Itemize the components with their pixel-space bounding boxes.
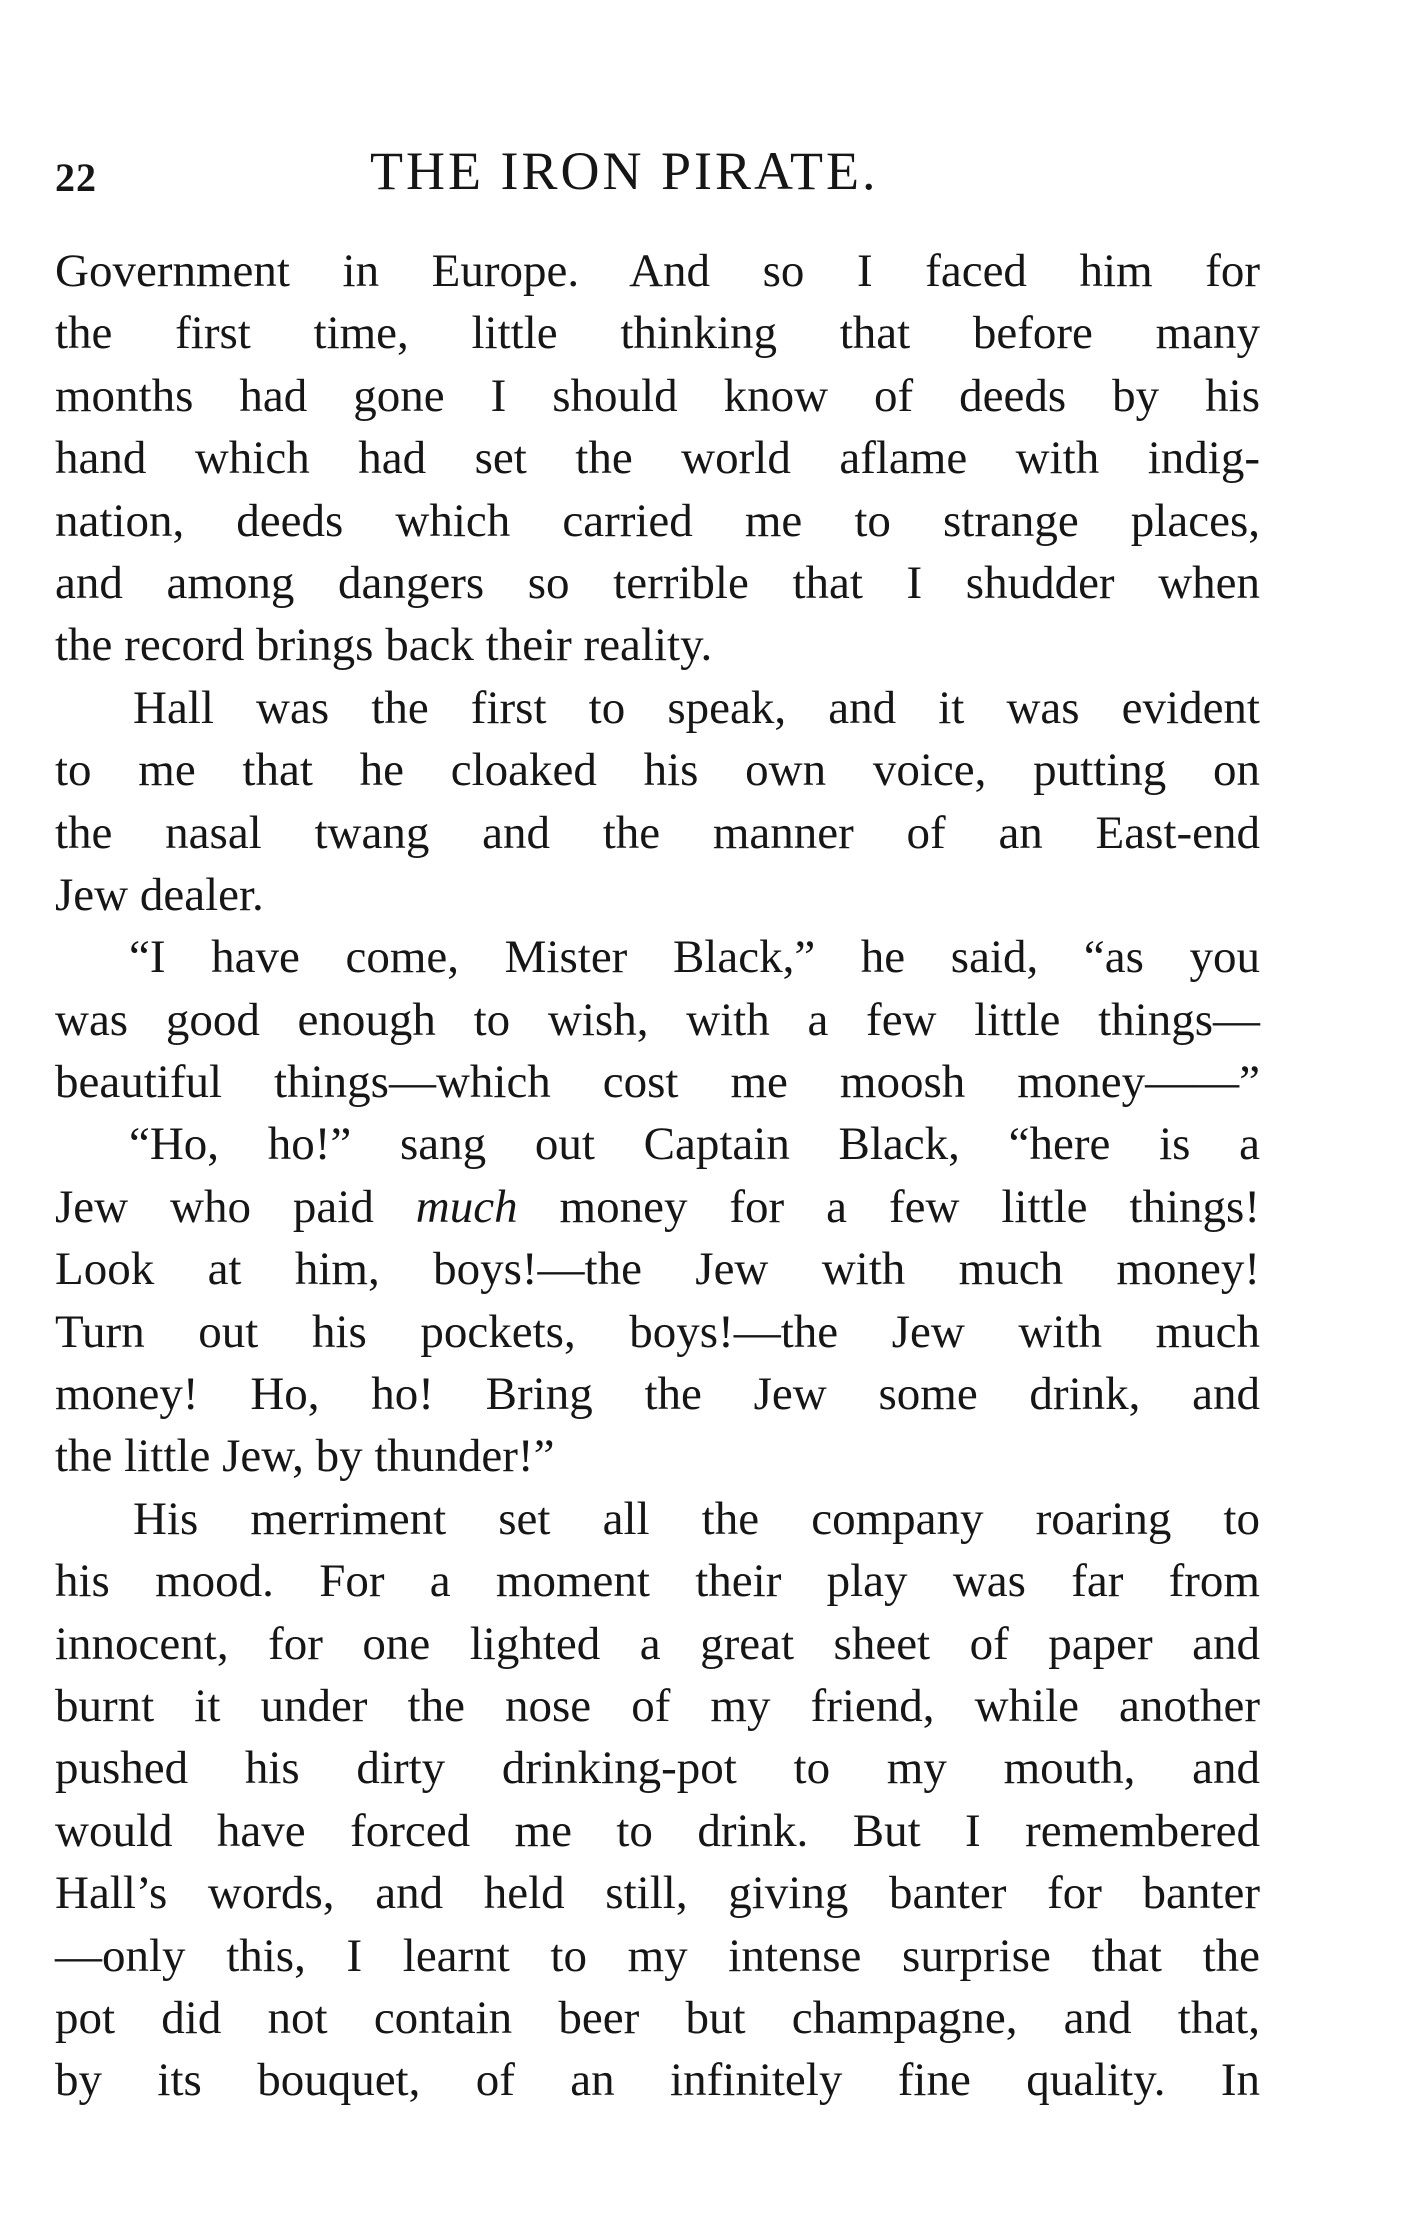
page-number: 22	[55, 155, 97, 200]
text-line: “Ho, ho!” sang out Captain Black, “here is a	[129, 1118, 1260, 1171]
text-line: would have forced me to drink. But I remembered	[55, 1804, 1260, 1857]
text-line: Look at him, boys!—the Jew with much money!	[55, 1243, 1260, 1296]
text-line: pushed his dirty drinking-pot to my mouth, and	[55, 1742, 1260, 1795]
text-line: burnt it under the nose of my friend, while another	[55, 1679, 1260, 1732]
text-line: nation, deeds which carried me to strange places,	[55, 494, 1260, 547]
text-line: beautiful things—which cost me moosh money——”	[55, 1056, 1260, 1109]
text-line: pot did not contain beer but champagne, and that,	[55, 1991, 1260, 2044]
text-line: to me that he cloaked his own voice, putting on	[55, 744, 1260, 797]
text-line: his mood. For a moment their play was far from	[55, 1555, 1260, 1608]
text-line: months had gone I should know of deeds by his	[55, 369, 1260, 422]
text-line: —only this, I learnt to my intense surprise that the	[55, 1929, 1260, 1982]
text-line: and among dangers so terrible that I shudder when	[55, 556, 1260, 609]
text-line: Hall’s words, and held still, giving banter for banter	[55, 1867, 1260, 1920]
text-line: the little Jew, by thunder!”	[55, 1430, 555, 1483]
text-line: Turn out his pockets, boys!—the Jew with much	[55, 1305, 1260, 1358]
text-line: His merriment set all the company roaring to	[133, 1492, 1260, 1545]
text-line: Government in Europe. And so I faced him for	[55, 245, 1260, 297]
text-line: the record brings back their reality.	[55, 619, 713, 672]
text-line: by its bouquet, of an infinitely fine quality. In	[55, 2054, 1260, 2107]
text-line: hand which had set the world aflame with indig-	[55, 432, 1260, 485]
text-line: “I have come, Mister Black,” he said, “as you	[129, 931, 1260, 984]
body-text	[55, 240, 1260, 2112]
text-line: innocent, for one lighted a great sheet of paper and	[55, 1617, 1260, 1670]
text-line: Hall was the first to speak, and it was evident	[133, 681, 1260, 734]
text-line: was good enough to wish, with a few little things—	[55, 993, 1260, 1046]
running-head: THE IRON PIRATE.	[370, 141, 879, 201]
text-line: the first time, little thinking that before many	[55, 307, 1260, 360]
page-header	[55, 140, 1260, 200]
text-line: the nasal twang and the manner of an East-end	[55, 806, 1260, 859]
text-line: Jew who paid much money for a few little things!	[55, 1180, 1260, 1233]
text-line: Jew dealer.	[55, 868, 264, 921]
text-line: money! Ho, ho! Bring the Jew some drink, and	[55, 1368, 1260, 1421]
